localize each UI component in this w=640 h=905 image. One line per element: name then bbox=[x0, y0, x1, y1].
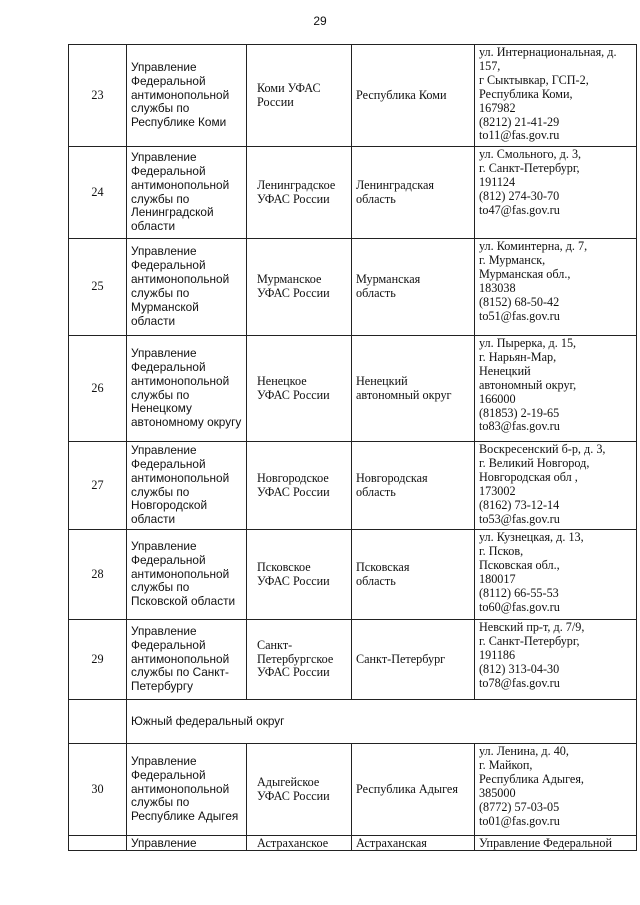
address-contacts-line: г. Санкт-Петербург, bbox=[479, 160, 580, 175]
office-name-line: службы по bbox=[131, 191, 190, 206]
office-name: Управление bbox=[127, 836, 247, 851]
address-contacts-line: Псковская обл., bbox=[479, 557, 560, 572]
office-name bbox=[127, 744, 247, 836]
office-name bbox=[127, 620, 247, 700]
ufas-short-name-line: Петербургское bbox=[257, 651, 334, 666]
region-name bbox=[352, 744, 475, 836]
region-name-line: Санкт-Петербург bbox=[356, 651, 446, 666]
section-heading: Южный федеральный округ bbox=[127, 700, 637, 744]
address-contacts-line: to11@fas.gov.ru bbox=[479, 128, 560, 143]
row-number: 23 bbox=[69, 45, 127, 147]
ufas-short-name-line: Мурманское bbox=[257, 272, 322, 287]
ufas-short-name bbox=[247, 45, 352, 147]
office-name bbox=[127, 45, 247, 147]
office-name-line: службы по bbox=[131, 387, 190, 402]
address-contacts-line: to78@fas.gov.ru bbox=[479, 675, 560, 690]
address-contacts bbox=[475, 239, 637, 336]
address-contacts-line: (8162) 73-12-14 bbox=[479, 497, 560, 512]
fas-offices-table bbox=[68, 44, 637, 851]
office-name-line: Федеральной bbox=[131, 637, 206, 652]
address-contacts-line: ул. Кузнецкая, д. 13, bbox=[479, 530, 584, 544]
address-contacts-line: г. Майкоп, bbox=[479, 757, 533, 772]
region-name bbox=[352, 147, 475, 239]
table-row bbox=[69, 620, 637, 700]
address-contacts-line: Республика Коми, bbox=[479, 86, 573, 101]
region-name bbox=[352, 336, 475, 442]
office-name-line: Мурманской bbox=[131, 299, 199, 314]
office-name bbox=[127, 530, 247, 620]
ufas-short-name-line: Новгородское bbox=[257, 470, 329, 485]
address-contacts-line: ул. Смольного, д. 3, bbox=[479, 147, 582, 161]
region-name-line: Новгородская bbox=[356, 470, 428, 485]
office-name-line: Управление bbox=[131, 442, 197, 457]
table-row bbox=[69, 45, 637, 147]
office-name-line: антимонопольной bbox=[131, 470, 230, 485]
address-contacts-line: 173002 bbox=[479, 483, 516, 498]
office-name-line: Федеральной bbox=[131, 456, 206, 471]
ufas-short-name bbox=[247, 336, 352, 442]
ufas-short-name-line: УФАС России bbox=[257, 665, 330, 680]
address-contacts-line: (8112) 66-55-53 bbox=[479, 585, 559, 600]
region-name bbox=[352, 45, 475, 147]
table-row bbox=[69, 530, 637, 620]
office-name-line: Новгородской bbox=[131, 498, 208, 513]
office-name-line: области bbox=[131, 219, 176, 234]
address-contacts-line: 191186 bbox=[479, 647, 516, 662]
office-name-line: службы по bbox=[131, 580, 190, 595]
address-contacts: Управление Федеральной bbox=[475, 836, 637, 851]
address-contacts-line: ул. Пырерка, д. 15, bbox=[479, 336, 577, 350]
address-contacts-line: ул. Ленина, д. 40, bbox=[479, 744, 569, 758]
ufas-short-name bbox=[247, 530, 352, 620]
address-contacts-line: г Сыктывкар, ГСП-2, bbox=[479, 72, 589, 87]
office-name-line: антимонопольной bbox=[131, 781, 230, 796]
office-name-line: службы по bbox=[131, 286, 190, 300]
office-name-line: антимонопольной bbox=[131, 87, 230, 102]
address-contacts bbox=[475, 442, 637, 530]
row-number bbox=[69, 836, 127, 851]
address-contacts-line: to47@fas.gov.ru bbox=[479, 202, 560, 217]
region-name bbox=[352, 620, 475, 700]
office-name-line: службы по bbox=[131, 795, 190, 810]
office-name-line: Управление bbox=[131, 538, 197, 553]
table-row-partial bbox=[69, 836, 637, 851]
office-name-line: Петербургу bbox=[131, 679, 194, 694]
office-name bbox=[127, 239, 247, 336]
address-contacts-line: ул. Интернациональная, д. bbox=[479, 45, 617, 59]
ufas-short-name-line: УФАС России bbox=[257, 484, 330, 499]
region-name-line: Ленинградская bbox=[356, 177, 435, 192]
office-name-line: антимонопольной bbox=[131, 566, 230, 581]
row-number: 24 bbox=[69, 147, 127, 239]
row-number: 26 bbox=[69, 336, 127, 442]
region-name bbox=[352, 442, 475, 530]
table-row bbox=[69, 336, 637, 442]
table-row bbox=[69, 744, 637, 836]
address-contacts-line: Новгородская обл , bbox=[479, 469, 578, 484]
address-contacts-line: to51@fas.gov.ru bbox=[479, 308, 560, 323]
address-contacts-line: (812) 313-04-30 bbox=[479, 661, 560, 676]
row-number: 30 bbox=[69, 744, 127, 836]
office-name-line: Управление bbox=[131, 753, 197, 768]
table-row bbox=[69, 442, 637, 530]
office-name-line: Ленинградской bbox=[131, 205, 214, 220]
row-number: 27 bbox=[69, 442, 127, 530]
address-contacts-line: г. Санкт-Петербург, bbox=[479, 633, 580, 648]
office-name-line: службы по Санкт- bbox=[131, 665, 229, 680]
office-name-line: Республике Адыгея bbox=[131, 809, 239, 824]
office-name-line: антимонопольной bbox=[131, 373, 230, 388]
ufas-short-name-line: УФАС России bbox=[257, 191, 330, 206]
address-contacts-line: Ненецкий bbox=[479, 363, 531, 378]
address-contacts bbox=[475, 45, 637, 147]
address-contacts-line: to53@fas.gov.ru bbox=[479, 511, 560, 526]
ufas-short-name-line: России bbox=[257, 94, 294, 109]
region-name-line: Республика Коми bbox=[356, 87, 447, 102]
office-name-line: Ненецкому bbox=[131, 401, 192, 416]
address-contacts bbox=[475, 620, 637, 700]
row-number: 28 bbox=[69, 530, 127, 620]
address-contacts-line: ул. Коминтерна, д. 7, bbox=[479, 239, 588, 253]
office-name-line: Федеральной bbox=[131, 73, 206, 88]
region-name bbox=[352, 530, 475, 620]
address-contacts-line: 157, bbox=[479, 58, 501, 73]
office-name-line: службы по bbox=[131, 101, 190, 116]
address-contacts-line: (8772) 57-03-05 bbox=[479, 799, 560, 814]
region-name-line: область bbox=[356, 484, 396, 499]
address-contacts-line: Мурманская обл., bbox=[479, 266, 571, 281]
office-name-line: Федеральной bbox=[131, 767, 206, 782]
region-name-line: Мурманская bbox=[356, 272, 421, 287]
table-row bbox=[69, 239, 637, 336]
ufas-short-name-line: Ненецкое bbox=[257, 373, 307, 388]
ufas-short-name-line: УФАС России bbox=[257, 286, 330, 300]
address-contacts-line: (812) 274-30-70 bbox=[479, 188, 560, 203]
region-name-line: область bbox=[356, 191, 396, 206]
ufas-short-name-line: Санкт- bbox=[257, 637, 293, 652]
region-name-line: автономный округ bbox=[356, 387, 452, 402]
ufas-short-name bbox=[247, 239, 352, 336]
office-name bbox=[127, 147, 247, 239]
office-name-line: Управление bbox=[131, 623, 197, 638]
address-contacts-line: Республика Адыгея, bbox=[479, 771, 584, 786]
region-name-line: область bbox=[356, 573, 396, 588]
office-name-line: Федеральной bbox=[131, 163, 206, 178]
region-name-line: Ненецкий bbox=[356, 373, 408, 388]
ufas-short-name-line: Адыгейское bbox=[257, 774, 320, 789]
address-contacts-line: г. Великий Новгород, bbox=[479, 455, 590, 470]
office-name-line: области bbox=[131, 512, 176, 527]
section-heading-row bbox=[69, 700, 637, 744]
office-name bbox=[127, 336, 247, 442]
address-contacts-line: 166000 bbox=[479, 391, 516, 406]
office-name-line: области bbox=[131, 313, 176, 328]
address-contacts-line: to83@fas.gov.ru bbox=[479, 419, 560, 434]
ufas-short-name-line: Ленинградское bbox=[257, 177, 336, 192]
region-name bbox=[352, 239, 475, 336]
office-name bbox=[127, 442, 247, 530]
ufas-short-name bbox=[247, 620, 352, 700]
office-name-line: антимонопольной bbox=[131, 177, 230, 192]
address-contacts-line: to60@fas.gov.ru bbox=[479, 599, 560, 614]
address-contacts-line: г. Мурманск, bbox=[479, 252, 546, 267]
address-contacts-line: 180017 bbox=[479, 571, 516, 586]
address-contacts-line: Невский пр-т, д. 7/9, bbox=[479, 620, 585, 634]
address-contacts-line: to01@fas.gov.ru bbox=[479, 813, 560, 828]
address-contacts-line: 167982 bbox=[479, 100, 516, 115]
office-name-line: Республике Коми bbox=[131, 115, 227, 130]
page-number: 29 bbox=[313, 14, 327, 28]
office-name-line: автономному округу bbox=[131, 415, 242, 430]
address-contacts-line: автономный округ, bbox=[479, 377, 577, 392]
address-contacts bbox=[475, 530, 637, 620]
office-name-line: Управление bbox=[131, 149, 197, 164]
ufas-short-name bbox=[247, 442, 352, 530]
address-contacts-line: (8152) 68-50-42 bbox=[479, 294, 560, 309]
section-blank-cell bbox=[69, 700, 127, 744]
office-name-line: службы по bbox=[131, 484, 190, 499]
ufas-short-name-line: УФАС России bbox=[257, 387, 330, 402]
office-name-line: антимонопольной bbox=[131, 651, 230, 666]
ufas-short-name-line: Коми УФАС bbox=[257, 80, 321, 95]
office-name-line: Федеральной bbox=[131, 359, 206, 374]
address-contacts-line: 191124 bbox=[479, 174, 516, 189]
address-contacts bbox=[475, 336, 637, 442]
address-contacts-line: (81853) 2-19-65 bbox=[479, 405, 560, 420]
region-name-line: Псковская bbox=[356, 559, 410, 574]
office-name-line: Федеральной bbox=[131, 258, 206, 273]
office-name-line: Управление bbox=[131, 59, 197, 74]
office-name-line: антимонопольной bbox=[131, 272, 230, 287]
row-number: 25 bbox=[69, 239, 127, 336]
ufas-short-name bbox=[247, 744, 352, 836]
ufas-short-name-line: Псковское bbox=[257, 559, 311, 574]
region-name: Астраханская bbox=[352, 836, 475, 851]
region-name-line: Республика Адыгея bbox=[356, 781, 458, 796]
office-name-line: Управление bbox=[131, 244, 197, 259]
ufas-short-name-line: УФАС России bbox=[257, 788, 330, 803]
address-contacts-line: г. Псков, bbox=[479, 543, 524, 558]
office-name-line: Псковской области bbox=[131, 594, 236, 609]
address-contacts bbox=[475, 147, 637, 239]
ufas-short-name: Астраханское bbox=[247, 836, 352, 851]
address-contacts-line: (8212) 21-41-29 bbox=[479, 114, 560, 129]
table-row bbox=[69, 147, 637, 239]
row-number: 29 bbox=[69, 620, 127, 700]
address-contacts-line: 385000 bbox=[479, 785, 516, 800]
ufas-short-name bbox=[247, 147, 352, 239]
address-contacts-line: 183038 bbox=[479, 280, 516, 295]
address-contacts bbox=[475, 744, 637, 836]
office-name-line: Федеральной bbox=[131, 552, 206, 567]
address-contacts-line: Воскресенский б-р, д. 3, bbox=[479, 442, 606, 456]
ufas-short-name-line: УФАС России bbox=[257, 573, 330, 588]
address-contacts-line: г. Нарьян-Мар, bbox=[479, 349, 557, 364]
region-name-line: область bbox=[356, 286, 396, 300]
office-name-line: Управление bbox=[131, 345, 197, 360]
